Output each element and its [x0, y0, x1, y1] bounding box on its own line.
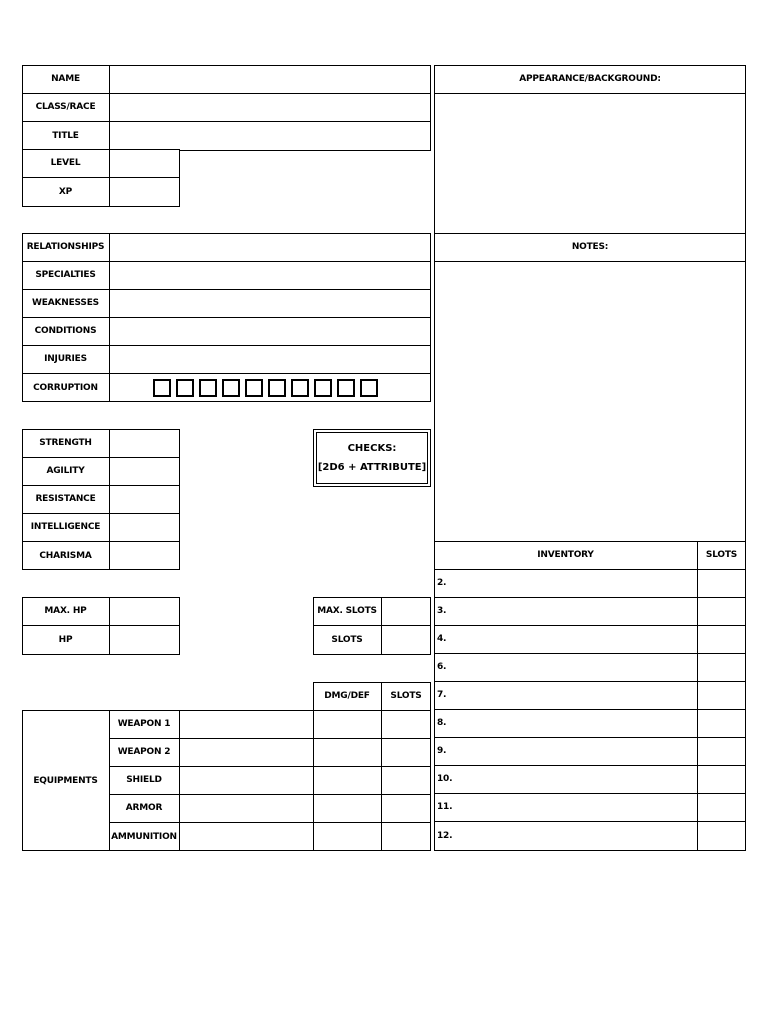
relationships-label: RELATIONSHIPS: [26, 242, 105, 252]
corruption-track: [110, 374, 430, 401]
weaknesses-field[interactable]: [110, 290, 430, 317]
inventory-slots-field[interactable]: [698, 598, 745, 625]
level-field[interactable]: [110, 150, 179, 177]
inventory-item-field[interactable]: [460, 822, 696, 850]
weapon-1-slots-field[interactable]: [382, 711, 430, 738]
notes-label: NOTES:: [571, 242, 609, 252]
inventory-row-label: 4.: [437, 634, 447, 644]
strength-field[interactable]: [110, 430, 179, 457]
title-label: TITLE: [52, 131, 79, 141]
inventory-slots-field[interactable]: [698, 654, 745, 681]
dmg-def-header: DMG/DEF: [324, 691, 370, 701]
ammunition-slots-field[interactable]: [382, 823, 430, 850]
weapon-1-field[interactable]: [180, 711, 313, 738]
charisma-field[interactable]: [110, 542, 179, 569]
inventory-item-field[interactable]: [460, 766, 696, 793]
inventory-slots-field[interactable]: [698, 626, 745, 653]
level-label: LEVEL: [50, 158, 81, 168]
max-slots-label: MAX. SLOTS: [317, 606, 377, 616]
inventory-slots-field[interactable]: [698, 766, 745, 793]
resistance-label: RESISTANCE: [35, 494, 96, 504]
inventory-row-label: 12.: [437, 831, 453, 841]
inventory-row-label: 2.: [437, 578, 447, 588]
inventory-slots-header: SLOTS: [705, 550, 738, 560]
class-race-field[interactable]: [110, 94, 430, 121]
max-hp-label: MAX. HP: [44, 606, 87, 616]
class-race-label: CLASS/RACE: [35, 102, 96, 112]
inventory-row-label: 6.: [437, 662, 447, 672]
corruption-checkbox[interactable]: [314, 379, 332, 397]
ammunition-field[interactable]: [180, 823, 313, 850]
max-hp-field[interactable]: [110, 598, 179, 625]
shield-slots-field[interactable]: [382, 767, 430, 794]
inventory-slots-field[interactable]: [698, 682, 745, 709]
weapon-1-label: WEAPON 1: [117, 719, 171, 729]
injuries-label: INJURIES: [44, 354, 87, 364]
armor-label: ARMOR: [125, 803, 163, 813]
inventory-slots-field[interactable]: [698, 738, 745, 765]
inventory-item-field[interactable]: [460, 682, 696, 709]
corruption-checkbox[interactable]: [360, 379, 378, 397]
checks-box: [313, 429, 431, 487]
slots-field[interactable]: [382, 626, 430, 654]
armor-slots-field[interactable]: [382, 795, 430, 822]
name-field[interactable]: [110, 66, 430, 93]
inventory-row-label: 8.: [437, 718, 447, 728]
inventory-slots-field[interactable]: [698, 822, 745, 850]
inventory-item-field[interactable]: [460, 598, 696, 625]
name-label: NAME: [51, 74, 80, 84]
conditions-field[interactable]: [110, 318, 430, 345]
weapon-2-slots-field[interactable]: [382, 739, 430, 766]
specialties-field[interactable]: [110, 262, 430, 289]
intelligence-label: INTELLIGENCE: [30, 522, 101, 532]
corruption-checkbox[interactable]: [176, 379, 194, 397]
inventory-slots-field[interactable]: [698, 794, 745, 821]
equipments-label: EQUIPMENTS: [33, 775, 98, 786]
corruption-checkbox[interactable]: [153, 379, 171, 397]
appearance-label: APPEARANCE/BACKGROUND:: [519, 74, 661, 84]
strength-label: STRENGTH: [39, 438, 92, 448]
corruption-checkbox[interactable]: [291, 379, 309, 397]
inventory-row-label: 7.: [437, 690, 447, 700]
checks-formula: [2D6 + ATTRIBUTE]: [317, 462, 427, 473]
weapon-2-field[interactable]: [180, 739, 313, 766]
inventory-item-field[interactable]: [460, 654, 696, 681]
ammunition-label: AMMUNITION: [111, 831, 177, 842]
resistance-field[interactable]: [110, 486, 179, 513]
checks-title: CHECKS:: [347, 443, 397, 454]
inventory-slots-field[interactable]: [698, 570, 745, 597]
charisma-label: CHARISMA: [39, 550, 92, 561]
corruption-checkbox[interactable]: [268, 379, 286, 397]
agility-field[interactable]: [110, 458, 179, 485]
max-slots-field[interactable]: [382, 598, 430, 625]
weapon-1-dmg-field[interactable]: [314, 711, 381, 738]
inventory-row-label: 10.: [437, 774, 453, 784]
inventory-row-label: 3.: [437, 606, 447, 616]
inventory-item-field[interactable]: [460, 738, 696, 765]
inventory-item-field[interactable]: [460, 710, 696, 737]
intelligence-field[interactable]: [110, 514, 179, 541]
corruption-label: CORRUPTION: [33, 382, 98, 393]
conditions-label: CONDITIONS: [34, 326, 97, 336]
slots-label: SLOTS: [331, 635, 363, 645]
notes-field[interactable]: [435, 262, 745, 541]
armor-def-field[interactable]: [314, 795, 381, 822]
shield-field[interactable]: [180, 767, 313, 794]
corruption-checkbox[interactable]: [222, 379, 240, 397]
ammunition-dmg-field[interactable]: [314, 823, 381, 850]
inventory-row-label: 11.: [437, 802, 453, 812]
inventory-header: INVENTORY: [537, 550, 594, 560]
specialties-label: SPECIALTIES: [35, 270, 96, 280]
title-field[interactable]: [110, 122, 430, 150]
xp-field[interactable]: [110, 178, 179, 206]
armor-field[interactable]: [180, 795, 313, 822]
shield-label: SHIELD: [126, 775, 162, 785]
corruption-checkbox[interactable]: [245, 379, 263, 397]
equipment-slots-header: SLOTS: [390, 691, 422, 701]
inventory-slots-field[interactable]: [698, 710, 745, 737]
weapon-2-label: WEAPON 2: [117, 747, 171, 757]
inventory-item-field[interactable]: [460, 626, 696, 653]
xp-label: XP: [58, 187, 73, 197]
injuries-field[interactable]: [110, 346, 430, 373]
inventory-row-label: 9.: [437, 746, 447, 756]
corruption-checkbox[interactable]: [199, 379, 217, 397]
weapon-2-dmg-field[interactable]: [314, 739, 381, 766]
hp-label: HP: [58, 635, 73, 645]
hp-field[interactable]: [110, 626, 179, 654]
shield-def-field[interactable]: [314, 767, 381, 794]
inventory-item-field[interactable]: [460, 570, 696, 597]
inventory-item-field[interactable]: [460, 794, 696, 821]
weaknesses-label: WEAKNESSES: [32, 298, 99, 308]
relationships-field[interactable]: [110, 234, 430, 261]
corruption-checkbox[interactable]: [337, 379, 355, 397]
agility-label: AGILITY: [46, 466, 85, 476]
appearance-field[interactable]: [435, 94, 745, 233]
